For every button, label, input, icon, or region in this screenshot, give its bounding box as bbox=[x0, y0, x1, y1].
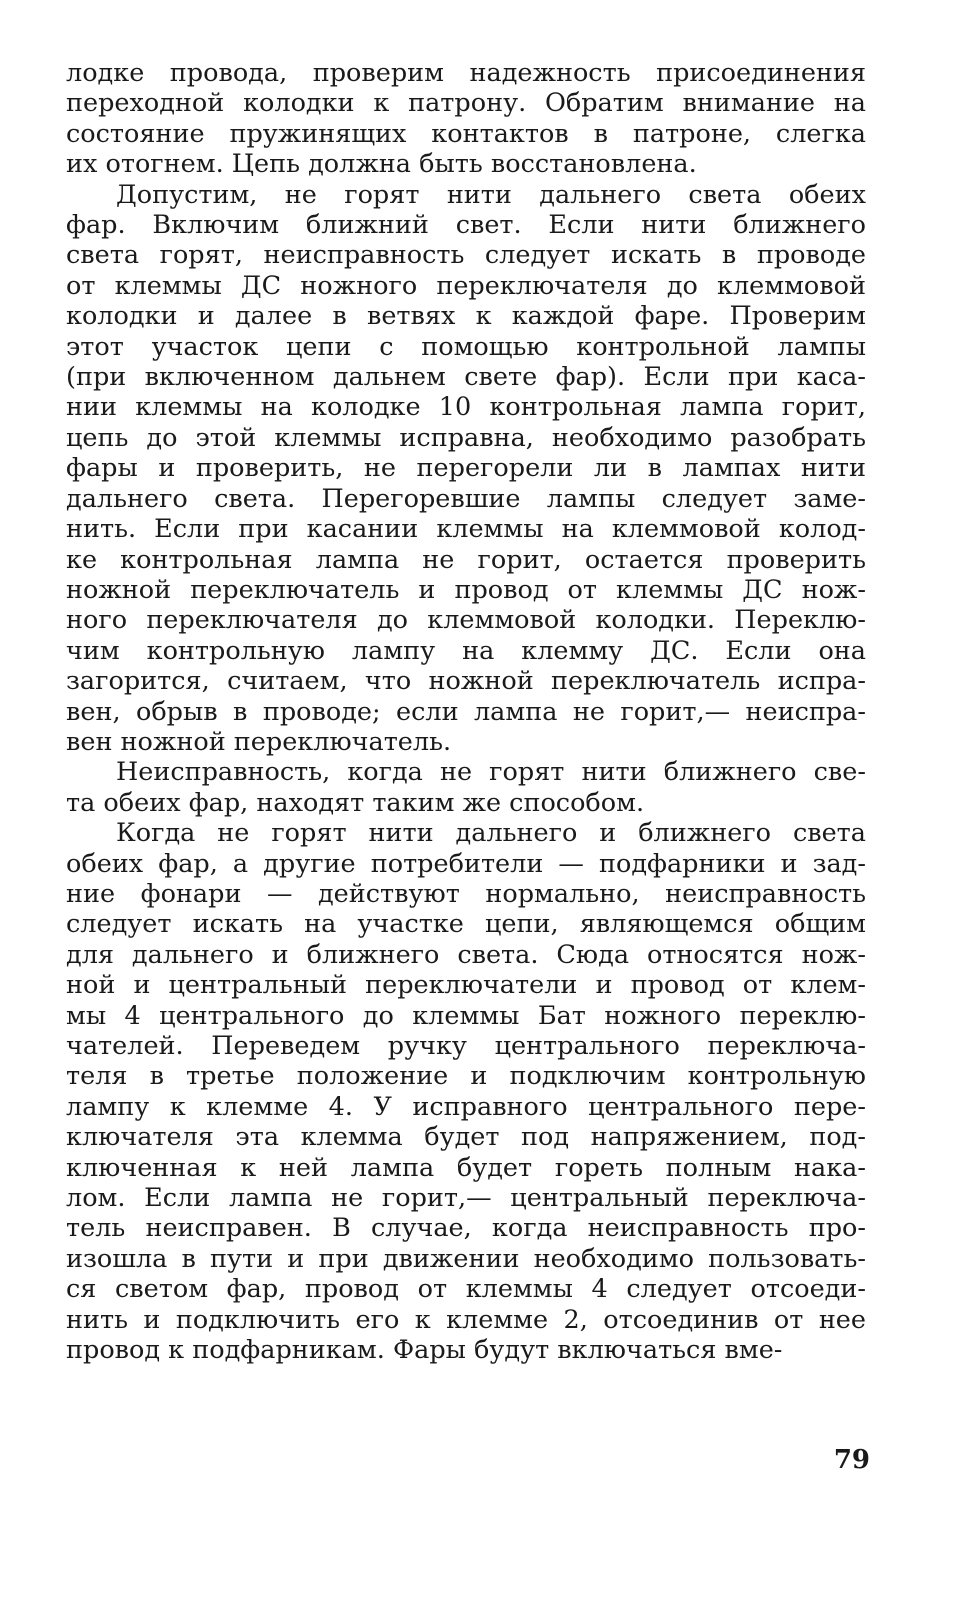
paragraph-2 bbox=[66, 180, 866, 758]
text-line: теля в третье положение и подключим контрольную bbox=[66, 1061, 866, 1092]
text-line: вен ножной переключатель. bbox=[66, 726, 452, 757]
text-line: нии клеммы на колодке 10 контрольная лампа горит, bbox=[66, 392, 866, 423]
text-line: (при включенном дальнем свете фар). Если при каса- bbox=[66, 362, 866, 393]
text-line: ключенная к ней лампа будет гореть полным нака- bbox=[66, 1152, 866, 1183]
text-line: цепь до этой клеммы исправна, необходимо разобрать bbox=[66, 422, 866, 453]
text-line: изошла в пути и при движении необходимо пользовать- bbox=[66, 1243, 866, 1274]
text-line: от клеммы ДС ножного переключателя до клеммовой bbox=[66, 270, 866, 301]
text-line: вен, обрыв в проводе; если лампа не горит,— неиспра- bbox=[66, 696, 866, 727]
text-line: ножной переключатель и провод от клеммы ДС нож- bbox=[66, 574, 866, 605]
text-line: чателей. Переведем ручку центрального переключа- bbox=[66, 1031, 866, 1061]
text-line: их отогнем. Цепь должна быть восстановлена. bbox=[66, 149, 697, 180]
text-line: мы 4 центрального до клеммы Бат ножного переклю- bbox=[66, 1000, 866, 1031]
text-line: провод к подфарникам. Фары будут включаться вме- bbox=[66, 1335, 783, 1366]
page-number: 79 bbox=[833, 1445, 870, 1475]
text-line: нить и подключить его к клемме 2, отсоединив от нее bbox=[66, 1304, 866, 1335]
paragraph-1 bbox=[66, 58, 866, 180]
text-line: та обеих фар, находят таким же способом. bbox=[66, 787, 645, 818]
text-line: нить. Если при касании клеммы на клеммовой колод- bbox=[66, 514, 866, 545]
text-line: Допустим, не горят нити дальнего света обеих bbox=[116, 179, 866, 210]
text-line: фар. Включим ближний свет. Если нити ближнего bbox=[66, 210, 866, 241]
text-line: тель неисправен. В случае, когда неисправность про- bbox=[66, 1213, 866, 1244]
text-line: ся светом фар, провод от клеммы 4 следует отсоеди- bbox=[66, 1274, 866, 1305]
text-line: колодки и далее в ветвях к каждой фаре. Проверим bbox=[66, 301, 866, 332]
text-line: переходной колодки к патрону. Обратим внимание на bbox=[66, 88, 866, 119]
text-line: состояние пружинящих контактов в патроне, слегка bbox=[66, 118, 866, 149]
text-line: ние фонари — действуют нормально, неисправность bbox=[66, 878, 866, 909]
text-line: загорится, считаем, что ножной переключатель испра- bbox=[66, 666, 866, 697]
text-line: этот участок цепи с помощью контрольной лампы bbox=[66, 331, 866, 362]
text-line: обеих фар, а другие потребители — подфарники и зад- bbox=[66, 848, 866, 879]
text-line: лом. Если лампа не горит,— центральный переключа- bbox=[66, 1183, 866, 1214]
page-text bbox=[66, 58, 866, 1365]
paragraph-4 bbox=[66, 818, 866, 1365]
paragraph-3 bbox=[66, 757, 866, 818]
text-line: Неисправность, когда не горят нити ближнего све- bbox=[116, 757, 866, 788]
text-line: ного переключателя до клеммовой колодки. Переклю- bbox=[66, 605, 866, 636]
text-line: дальнего света. Перегоревшие лампы следует заме- bbox=[66, 483, 866, 514]
text-line: света горят, неисправность следует искать в проводе bbox=[66, 240, 866, 271]
text-line: ке контрольная лампа не горит, остается проверить bbox=[66, 544, 866, 575]
text-line: лампу к клемме 4. У исправного центрального пере- bbox=[66, 1091, 866, 1122]
text-line: лодке провода, проверим надежность присоединения bbox=[66, 58, 866, 88]
text-line: Когда не горят нити дальнего и ближнего света bbox=[116, 818, 866, 849]
text-line: для дальнего и ближнего света. Сюда относятся нож- bbox=[66, 939, 866, 970]
text-line: ключателя эта клемма будет под напряжением, под- bbox=[66, 1122, 866, 1153]
text-line: фары и проверить, не перегорели ли в лампах нити bbox=[66, 453, 866, 484]
text-line: ной и центральный переключатели и провод от клем- bbox=[66, 970, 866, 1001]
text-line: следует искать на участке цепи, являющемся общим bbox=[66, 909, 866, 940]
text-line: чим контрольную лампу на клемму ДС. Если она bbox=[66, 635, 866, 666]
